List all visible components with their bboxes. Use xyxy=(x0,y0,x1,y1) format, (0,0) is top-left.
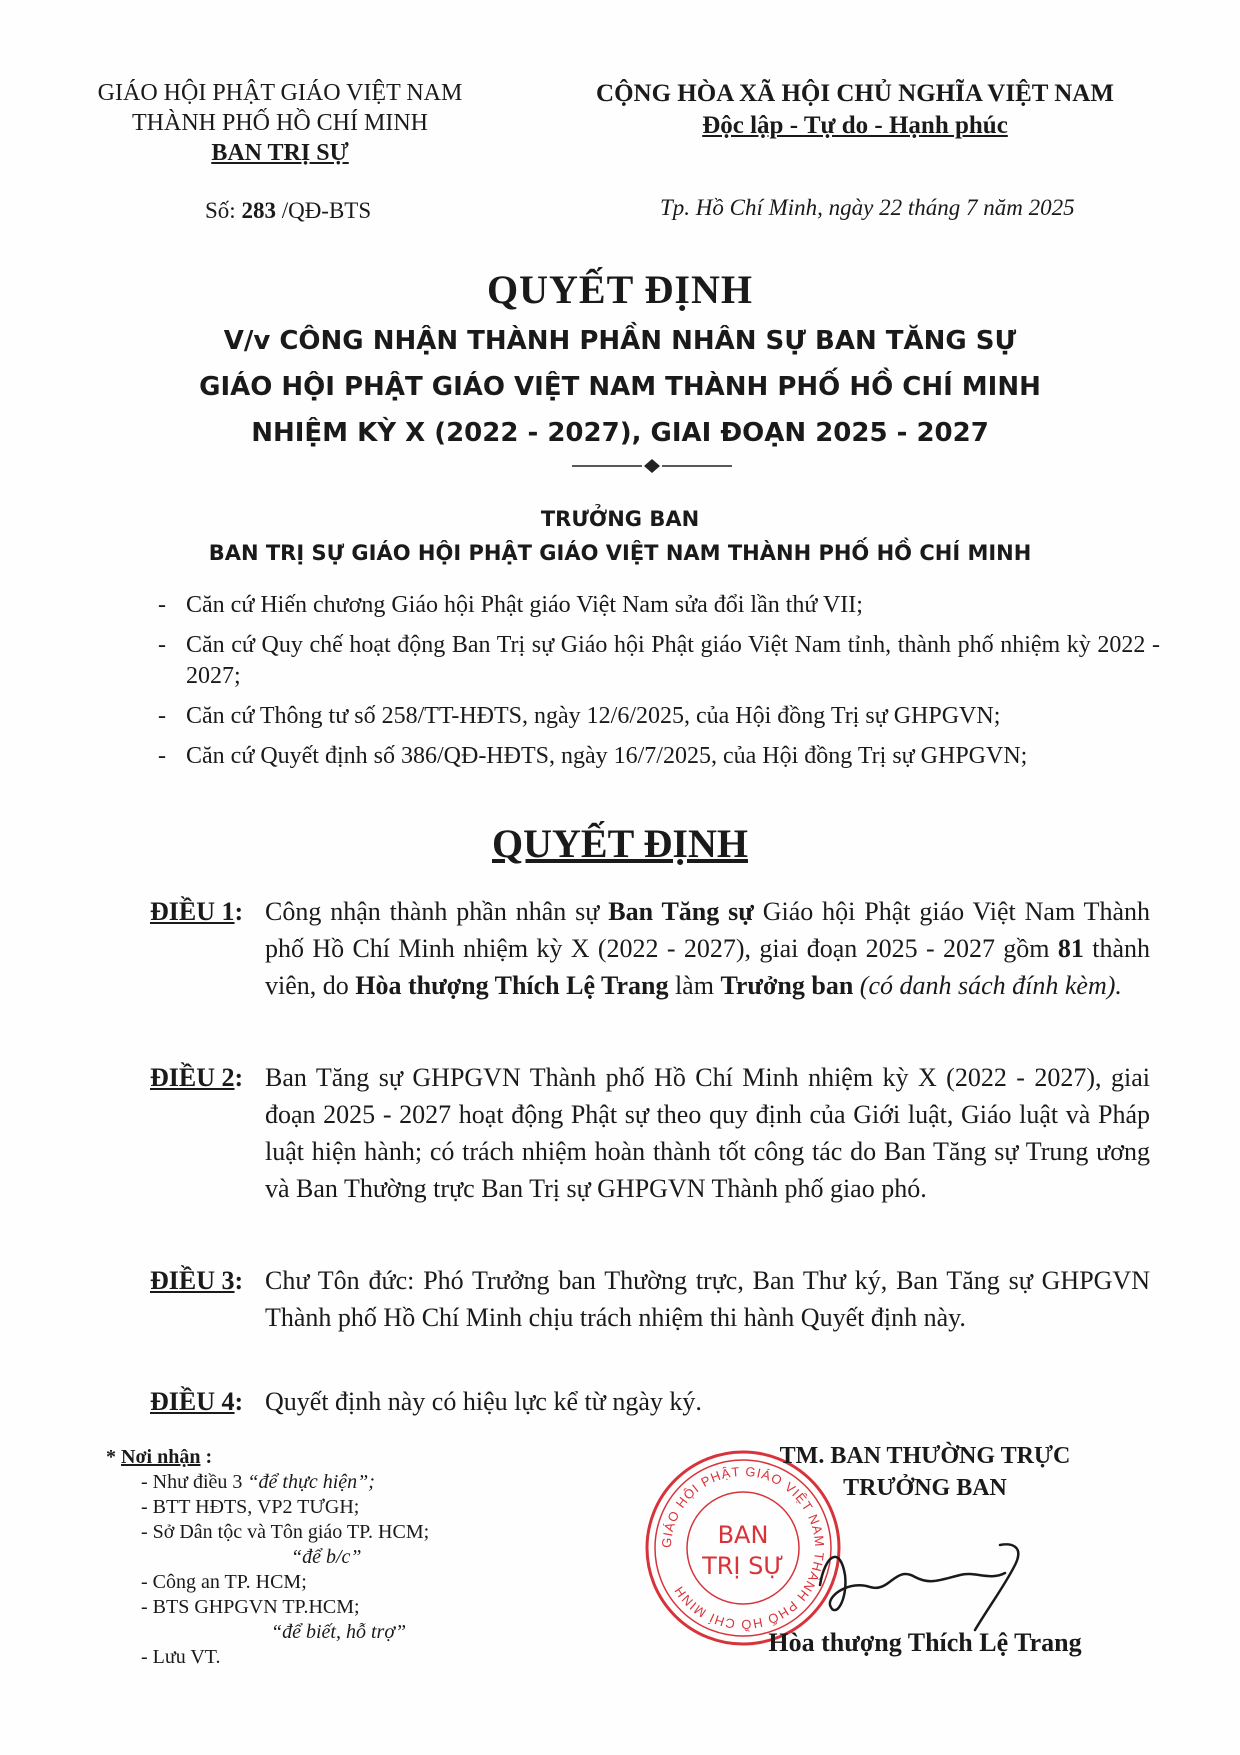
issuer-line3: BAN TRỊ SỰ xyxy=(211,140,349,166)
ornament-divider xyxy=(572,458,732,479)
signer-name: Hòa thượng Thích Lệ Trang xyxy=(768,1628,1082,1657)
article-body: Chư Tôn đức: Phó Trưởng ban Thường trực, Ban Thư ký, Ban Tăng sự GHPGVN Thành phố Hồ Chí Minh chịu trách nhiệm thi hành Quyết định này. xyxy=(265,1266,1150,1332)
authority-line1: TRƯỞNG BAN xyxy=(540,507,700,531)
article-2 xyxy=(150,1059,1150,1207)
article-body: Công nhận thành phần nhân sự Ban Tăng sự Giáo hội Phật giáo Việt Nam Thành phố Hồ Chí Minh nhiệm kỳ X (2022 - 2027), giai đoạn 2025 - 2027 gồm 81 thành viên, do Hòa thượng Thích Lệ Trang làm Trưởng ban (có danh sách đính kèm). xyxy=(265,897,1151,1000)
article-label: ĐIỀU 3: xyxy=(150,1266,244,1295)
handwritten-signature xyxy=(800,1525,1060,1640)
recipient-item: - Lưu VT. xyxy=(141,1646,221,1668)
issuer-line1: GIÁO HỘI PHẬT GIÁO VIỆT NAM xyxy=(97,80,463,106)
article-body: Ban Tăng sự GHPGVN Thành phố Hồ Chí Minh nhiệm kỳ X (2022 - 2027), giai đoạn 2025 - 2027 hoạt động Phật sự theo quy định của Giới luật, Giáo luật và Pháp luật hiện hành; có trách nhiệm hoàn thành tốt công tác do Ban Tăng sự Trung ương và Ban Thường trực Ban Trị sự GHPGVN Thành phố giao phó. xyxy=(265,1063,1150,1203)
recipient-item: - Như điều 3 “để thực hiện”; xyxy=(141,1471,375,1493)
recipients-block xyxy=(106,1445,429,1670)
article-1 xyxy=(150,893,1150,1004)
decision-title: QUYẾT ĐỊNH xyxy=(492,821,748,866)
recipients-heading: * Nơi nhận : xyxy=(106,1446,213,1468)
national-motto: Độc lập - Tự do - Hạnh phúc xyxy=(702,112,1008,139)
basis-item: - Căn cứ Quy chế hoạt động Ban Trị sự Giáo hội Phật giáo Việt Nam tỉnh, thành phố nhiệm kỳ 2022 - 2027; xyxy=(150,630,1160,692)
article-label: ĐIỀU 4: xyxy=(150,1387,244,1416)
article-4 xyxy=(150,1383,1150,1420)
recipient-note: “để biết, hỗ trợ” xyxy=(271,1621,407,1643)
recipient-item: - BTT HĐTS, VP2 TƯGH; xyxy=(141,1496,360,1518)
document-subject xyxy=(0,318,1240,456)
recipient-item: - BTS GHPGVN TP.HCM; xyxy=(141,1596,360,1618)
basis-item: - Căn cứ Quyết định số 386/QĐ-HĐTS, ngày 16/7/2025, của Hội đồng Trị sự GHPGVN; xyxy=(150,741,1160,772)
issuer-block xyxy=(80,78,480,168)
signature-line1: TM. BAN THƯỜNG TRỰC xyxy=(779,1443,1071,1469)
issuer-line2: THÀNH PHỐ HỒ CHÍ MINH xyxy=(132,110,428,136)
seal-ring-text: GIÁO HỘI PHẬT GIÁO VIỆT NAM THÀNH PHỐ HỒ CHÍ MINH xyxy=(658,1463,828,1633)
subject-line: GIÁO HỘI PHẬT GIÁO VIỆT NAM THÀNH PHỐ HỒ CHÍ MINH xyxy=(199,372,1041,402)
recipient-item: - Công an TP. HCM; xyxy=(141,1571,307,1593)
authority-block xyxy=(0,502,1240,570)
seal-center-line2: TRỊ SỰ xyxy=(702,1552,784,1580)
authority-line2: BAN TRỊ SỰ GIÁO HỘI PHẬT GIÁO VIỆT NAM THÀNH PHỐ HỒ CHÍ MINH xyxy=(208,541,1032,565)
national-header xyxy=(560,78,1150,142)
article-3 xyxy=(150,1262,1150,1336)
document-number: Số: 283 /QĐ-BTS xyxy=(205,198,372,223)
article-body: Quyết định này có hiệu lực kể từ ngày ký. xyxy=(265,1387,702,1416)
national-title: CỘNG HÒA XÃ HỘI CHỦ NGHĨA VIỆT NAM xyxy=(596,80,1114,107)
basis-item: - Căn cứ Thông tư số 258/TT-HĐTS, ngày 12/6/2025, của Hội đồng Trị sự GHPGVN; xyxy=(150,701,1160,732)
document-date: Tp. Hồ Chí Minh, ngày 22 tháng 7 năm 2025 xyxy=(660,195,1075,220)
subject-line: V/v CÔNG NHẬN THÀNH PHẦN NHÂN SỰ BAN TĂNG SỰ xyxy=(223,326,1017,356)
seal-center-line1: BAN xyxy=(717,1521,769,1549)
recipient-note: “để b/c” xyxy=(291,1546,362,1568)
legal-bases xyxy=(150,590,1160,781)
document-title: QUYẾT ĐỊNH xyxy=(487,267,753,312)
subject-line: NHIỆM KỲ X (2022 - 2027), GIAI ĐOẠN 2025 - 2027 xyxy=(251,418,989,448)
signature-line2: TRƯỞNG BAN xyxy=(843,1475,1007,1501)
article-label: ĐIỀU 2: xyxy=(150,1063,244,1092)
article-label: ĐIỀU 1: xyxy=(150,897,244,926)
basis-item: - Căn cứ Hiến chương Giáo hội Phật giáo Việt Nam sửa đổi lần thứ VII; xyxy=(150,590,1160,621)
signature-title xyxy=(700,1440,1150,1504)
recipient-item: - Sở Dân tộc và Tôn giáo TP. HCM; xyxy=(141,1521,430,1543)
